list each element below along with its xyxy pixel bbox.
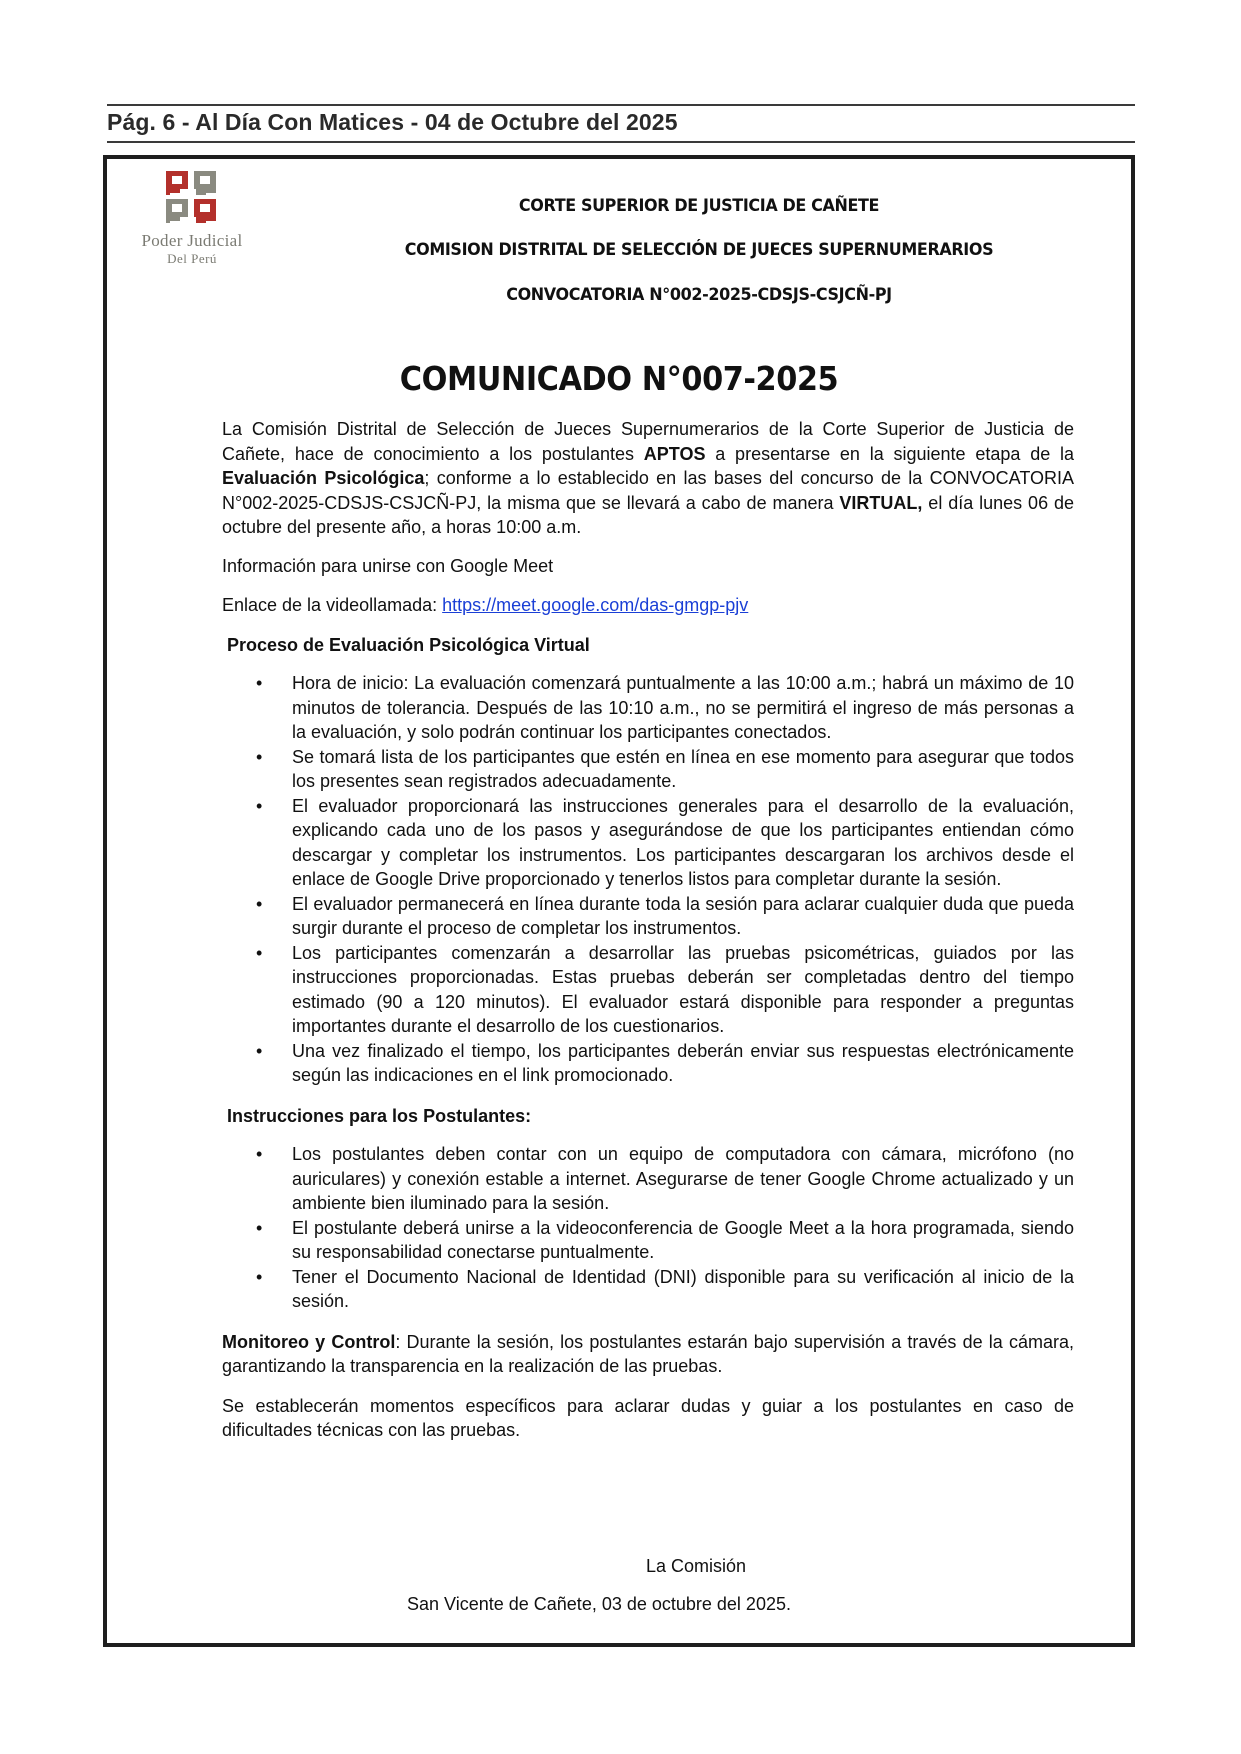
signature-name: La Comisión [645,1556,747,1576]
list-item-text: Una vez finalizado el tiempo, los participantes deberán enviar sus respuestas electrónicamente según las indicaciones en el link promocionado. [292,1040,1074,1085]
list-item-text: El evaluador permanecerá en línea durante toda la sesión para aclarar cualquier duda que pueda surgir durante el proceso de completar los instrumentos. [292,893,1074,938]
header-bottom-rule [107,141,1135,143]
list-item [256,671,1074,745]
intro-bold-aptos: APTOS [643,443,706,464]
meeting-link[interactable]: https://meet.google.com/das-gmgp-pjv [442,595,749,615]
meeting-link-line [222,593,1074,618]
bullet-icon: • [256,1040,263,1061]
bullet-icon: • [256,1217,263,1238]
intro-bold-virtual: VIRTUAL, [839,492,923,513]
list-item [256,892,1074,941]
list-item-text: El postulante deberá unirse a la videoconferencia de Google Meet a la hora programada, siendo su responsabilidad conectarse puntualmente. [292,1217,1074,1262]
bullet-icon: • [256,795,263,816]
bullet-icon: • [256,942,263,963]
list-item-text: Tener el Documento Nacional de Identidad (DNI) disponible para su verificación al inicio de la sesión. [292,1266,1074,1311]
intro-paragraph [222,417,1074,540]
intro-text-3: ; conforme a lo establecido en las bases del concurso de la CONVOCATORIA N°002-2025-CDSJS-CSJCÑ-PJ, la misma que se llevará a cabo de manera [222,468,1074,513]
notice-body [222,417,1074,1443]
header-top-rule [107,104,1135,106]
intro-bold-evaluation: Evaluación Psicológica [222,468,425,488]
list-item-text: Se tomará lista de los participantes que estén en línea en ese momento para asegurar que todos los presentes sean registrados adecuadamente. [292,746,1074,791]
list-item-text: Hora de inicio: La evaluación comenzará puntualmente a las 10:00 a.m.; habrá un máximo de 10 minutos de tolerancia. Después de las 10:10 a.m., no se permitirá el ingreso de más personas a la evaluación, y solo podrán continuar los participantes conectados. [292,673,1074,742]
intro-text-2: a presentarse en la siguiente etapa de la [705,443,1075,464]
monitoring-text: : Durante la sesión, los postulantes estarán bajo supervisión a través de la cámara, garantizando la transparencia en la realización de las pruebas. [222,1331,1074,1376]
list-item [256,1265,1074,1314]
monitoring-paragraph [222,1330,1074,1379]
list-item [256,745,1074,794]
bullet-icon: • [256,1266,263,1287]
page-header: Pág. 6 - Al Día Con Matices - 04 de Octubre del 2025 [107,109,678,135]
list-item [256,794,1074,892]
logo-line-1: Poder Judicial [141,231,243,250]
intro-text-1: La Comisión Distrital de Selección de Jueces Supernumerarios de la Corte Superior de Justicia de Cañete, hace de conocimiento a los postulantes [222,419,1074,464]
list-item [256,1039,1074,1088]
court-heading: CORTE SUPERIOR DE JUSTICIA DE CAÑETE [518,196,880,216]
bullet-icon: • [256,1144,263,1164]
support-note: Se establecerán momentos específicos para aclarar dudas y guiar a los postulantes en caso de dificultades técnicas con las pruebas. [222,1395,1074,1440]
bullet-icon: • [256,893,263,914]
meet-info: Información para unirse con Google Meet [222,555,554,576]
monitoring-label: Monitoreo y Control [222,1331,396,1352]
bullet-icon: • [256,673,263,693]
poder-judicial-emblem-icon [164,169,220,225]
list-item-text: El evaluador proporcionará las instrucciones generales para el desarrollo de la evaluación, explicando cada uno de los pasos y asegurándose de que los participantes entiendan cómo descargar y completar los instrumentos. Los participantes descargaran los archivos desde el enlace de Google Drive proporcionado y tenerlos listos para completar durante la sesión. [292,795,1074,889]
process-list [222,671,1074,1088]
instructions-section-title: Instrucciones para los Postulantes: [227,1105,532,1126]
instructions-list [222,1142,1074,1314]
commission-heading: COMISION DISTRITAL DE SELECCIÓN DE JUECES SUPERNUMERARIOS [404,240,994,260]
list-item [256,1142,1074,1216]
document-title: COMUNICADO N°007-2025 [399,359,839,398]
list-item-text: Los postulantes deben contar con un equipo de computadora con cámara, micrófono (no auriculares) y conexión estable a internet. Asegurarse de tener Google Chrome actualizado y un ambiente bien iluminado para la sesión. [292,1144,1074,1213]
process-section-title: Proceso de Evaluación Psicológica Virtual [227,634,590,655]
list-item [256,1216,1074,1265]
logo-line-2: Del Perú [167,251,217,266]
list-item [256,941,1074,1039]
signature-place-date: San Vicente de Cañete, 03 de octubre del 2025. [407,1594,791,1614]
bullet-icon: • [256,746,263,767]
intro-text-4: el día lunes 06 de octubre del presente año, a horas 10:00 a.m. [222,492,1074,537]
notice-frame [103,155,1135,1647]
call-heading: CONVOCATORIA N°002-2025-CDSJS-CSJCÑ-PJ [506,285,892,305]
list-item-text: Los participantes comenzarán a desarrollar las pruebas psicométricas, guiados por las instrucciones proporcionadas. Estas pruebas deberán ser completadas dentro del tiempo estimado (90 a 120 minutos). El evaluador estará disponible para responder a preguntas importantes durante el desarrollo de los cuestionarios. [292,942,1074,1036]
meeting-link-label: Enlace de la videollamada: [222,595,443,615]
